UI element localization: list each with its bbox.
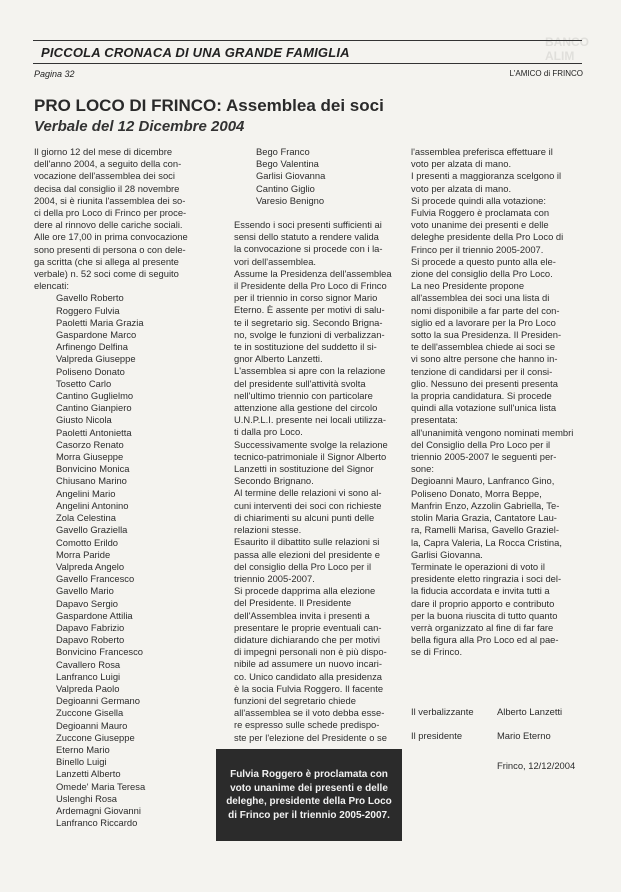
member-name: Morra Paride (56, 548, 111, 560)
text-line: all'assemblea dei soci una lista di (411, 292, 550, 304)
text-line: del consiglio della Pro Loco per il (234, 560, 372, 572)
member-name: Zuccone Gisella (56, 707, 124, 719)
text-line: didature dichiarando che per motivi (234, 633, 380, 645)
text-line: quindi alla votazione sull'unica lista (411, 402, 557, 414)
member-name: Lanfranco Luigi (56, 670, 121, 682)
text-line: I presenti a maggioranza scelgono il (411, 170, 562, 182)
text-line: relazioni stesse. (234, 524, 302, 536)
text-line: Lanzetti in sostituzione del Signor (234, 463, 374, 475)
text-line: gnor Alberto Lanzetti. (234, 353, 323, 365)
text-line: vori dell'assemblea. (234, 255, 317, 267)
text-line: cuni interventi dei soci con richieste (234, 499, 382, 511)
member-name: Dapavo Roberto (56, 634, 125, 646)
member-name: Paoletti Antonietta (56, 426, 132, 438)
text-line: del Consiglio della Pro Loco per il (411, 438, 551, 450)
text-line: Manfrin Enzo, Azzolin Gabriella, Te- (411, 499, 560, 511)
text-line: 2004, si è riunita l'assemblea dei so- (34, 194, 186, 206)
member-name: Garlisi Giovanna (256, 170, 326, 182)
text-line: te in sostituzione del suddetto il si- (234, 341, 377, 353)
text-line: vi sono altre persone che hanno in- (411, 353, 558, 365)
member-name: Roggero Fulvia (56, 304, 120, 316)
text-line: nomi disponibile a far parte del con- (411, 304, 560, 316)
section-header: PICCOLA CRONACA DI UNA GRANDE FAMIGLIA (33, 40, 582, 64)
text-line: Esaurito il dibattito sulle relazioni si (234, 536, 380, 548)
text-line: sono presenti di persona o con dele- (34, 243, 186, 255)
text-line: il Presidente della Pro Loco di Frinco (234, 280, 387, 292)
text-line: dell'Assemblea invita i presenti a (234, 609, 370, 621)
text-line: Fulvia Roggero è proclamata con (411, 207, 550, 219)
text-line: Terminate le operazioni di voto il (411, 560, 545, 572)
member-name: Dapavo Fabrizio (56, 621, 125, 633)
text-line: siglio ed a lavorare per la Pro Loco (411, 316, 556, 328)
text-line: re espresso sulle schede predispo- (234, 719, 380, 731)
text-line: bella figura alla Pro Loco ed al pae- (411, 634, 559, 646)
text-line: no, svolge le funzioni di verbalizzan- (234, 328, 385, 340)
member-name: Giusto Nicola (56, 414, 112, 426)
member-name: Cantino Guglielmo (56, 390, 134, 402)
member-name: Zuccone Giuseppe (56, 731, 135, 743)
text-line: passa alle elezioni del presidente e (234, 548, 380, 560)
member-name: Angelini Antonino (56, 499, 129, 511)
text-line: la fiducia accordata e invita tutti a (411, 585, 550, 597)
text-line: Successivamente svolge la relazione (234, 438, 388, 450)
text-line: L'assemblea si apre con la relazione (234, 365, 386, 377)
member-name: Ardemagni Giovanni (56, 804, 141, 816)
text-line: tecnico-patrimoniale il Signor Alberto (234, 450, 387, 462)
member-name: Bonvicino Francesco (56, 646, 144, 658)
body-text (411, 146, 583, 659)
text-line: di impegni personali non è più dispo- (234, 646, 387, 658)
member-name: Degioanni Germano (56, 695, 140, 707)
text-line: co. Unico candidato alla presidenza (234, 670, 383, 682)
member-name: Valpreda Paolo (56, 682, 120, 694)
pull-quote-box (216, 749, 402, 841)
text-line: stolin Maria Grazia, Cantatore Lau- (411, 512, 557, 524)
member-name: Gaspardone Attilia (56, 609, 133, 621)
text-line: sensi dello statuto a rendere valida (234, 231, 379, 243)
text-line: Eterno. È assente per motivi di salu- (234, 304, 385, 316)
member-name: Dapavo Sergio (56, 597, 119, 609)
member-name: Zola Celestina (56, 512, 116, 524)
member-name: Bonvicino Monica (56, 463, 130, 475)
column-1 (34, 146, 226, 829)
text-line: attenzione alla gestione del circolo (234, 402, 378, 414)
text-line: se di Frinco. (411, 646, 463, 658)
member-name: Gavello Mario (56, 585, 114, 597)
text-line: presidente eletto ringrazia i soci del- (411, 573, 562, 585)
text-line: Assume la Presidenza dell'assemblea (234, 267, 392, 279)
text-line: Si procede dapprima alla elezione (234, 585, 376, 597)
member-list-continued (234, 146, 406, 207)
place-date: Frinco, 12/12/2004 (497, 760, 576, 771)
text-line: la propria candidatura. Si procede (411, 390, 552, 402)
text-line: all'assemblea se il voto debba esse- (234, 707, 385, 719)
member-name: Varesio Benigno (256, 194, 325, 206)
text-line: voto per alzata di mano. (411, 158, 512, 170)
member-name: Valpreda Giuseppe (56, 353, 136, 365)
show-through-text: BANCO ALIM (545, 35, 589, 63)
text-line: dell'anno 2004, a seguito della con- (34, 158, 182, 170)
member-list (34, 292, 226, 829)
body-text (234, 219, 406, 744)
member-name: Cantino Gianpiero (56, 402, 132, 414)
text-line: deleghe presidente della Pro Loco di (411, 231, 564, 243)
text-line: dare il proprio apporto e contributo (411, 597, 555, 609)
text-line: tenzione di candidarsi per il consi- (411, 365, 553, 377)
member-name: Gaspardone Marco (56, 329, 137, 341)
member-name: Degioanni Mauro (56, 719, 128, 731)
article-subtitle: Verbale del 12 Dicembre 2004 (34, 118, 245, 135)
text-line: voto unanime dei presenti e delle (411, 219, 549, 231)
text-line: zione del consiglio della Pro Loco. (411, 268, 553, 280)
text-line: nibile ad assumere un nuovo incari- (234, 658, 382, 670)
text-line: per il triennio in corso signor Mario (234, 292, 378, 304)
text-line: glio. Nessuno dei presenti presenta (411, 377, 558, 389)
text-line: Al termine delle relazioni vi sono al- (234, 487, 382, 499)
column-3 (411, 146, 583, 659)
text-line: l'assemblea preferisca effettuare il (411, 146, 553, 157)
member-name: Morra Giuseppe (56, 451, 124, 463)
member-name: Comotto Erildo (56, 536, 119, 548)
text-line: Frinco per il triennio 2005-2007. (411, 243, 544, 255)
member-name: Gavello Francesco (56, 573, 135, 585)
text-line: ra, Ramelli Marisa, Gavello Graziel- (411, 524, 559, 536)
magazine-name: L'AMICO di FRINCO (509, 69, 583, 78)
text-line: Essendo i soci presenti sufficienti ai (234, 219, 382, 231)
text-line: La neo Presidente propone (411, 280, 525, 292)
member-name: Omede' Maria Teresa (56, 780, 146, 792)
text-line: Si procede a questo punto alla ele- (411, 255, 556, 267)
text-line: Degioanni Mauro, Lanfranco Gino, (411, 475, 555, 487)
pull-quote-text: Fulvia Roggero è proclamata con voto unanime dei presenti e delle deleghe, presidente della Pro Loco di Frinco per il triennio 2005-2007. (226, 769, 392, 821)
text-line: verrà organizzato al fine di far fare (411, 621, 554, 633)
text-line: Si procede quindi alla votazione: (411, 194, 546, 206)
text-line: la, Capra Valeria, La Rocca Cristina, (411, 536, 562, 548)
text-line: vocazione dell'assemblea dei soci (34, 170, 175, 182)
text-line: elencati: (34, 280, 69, 292)
text-line: decisa dal consiglio il 28 novembre (34, 182, 180, 194)
text-line: ti dalla pro Loco. (234, 426, 303, 438)
text-line: te dell'assemblea chiede ai soci se (411, 341, 556, 353)
text-line: nell'ultimo triennio con particolare (234, 389, 373, 401)
member-name: Cavallero Rosa (56, 658, 121, 670)
verbalizzante-name: Alberto Lanzetti (497, 706, 563, 717)
member-name: Valpreda Angelo (56, 560, 125, 572)
text-line: voto per alzata di mano. (411, 182, 512, 194)
text-line: presentare le proprie eventuali can- (234, 621, 382, 633)
text-line: ste per l'elezione del Presidente o se (234, 731, 387, 743)
text-line: triennio 2005-2007 le seguenti per- (411, 451, 557, 463)
column-2 (234, 146, 406, 744)
article-title: PRO LOCO DI FRINCO: Assemblea dei soci (34, 96, 384, 115)
member-name: Tosetto Carlo (56, 377, 112, 389)
text-line: del Presidente. Il Presidente (234, 597, 352, 609)
member-name: Poliseno Donato (56, 365, 125, 377)
member-name: Angelini Mario (56, 487, 116, 499)
text-line: sotto la sua Presidenza. Il Presiden- (411, 329, 562, 341)
text-line: triennio 2005-2007. (234, 572, 315, 584)
member-name: Gavello Roberto (56, 292, 124, 304)
page-number: Pagina 32 (34, 69, 75, 79)
member-name: Binello Luigi (56, 756, 107, 768)
text-line: all'unanimità vengono nominati membri (411, 426, 574, 438)
text-line: per la buona riuscita di tutto quanto (411, 609, 558, 621)
text-line: è la socia Fulvia Roggero. Il facente (234, 682, 384, 694)
member-name: Arfinengo Delfina (56, 341, 128, 353)
text-line: sone: (411, 463, 434, 475)
text-line: funzioni del segretario chiede (234, 694, 356, 706)
text-line: Alle ore 17,00 in prima convocazione (34, 231, 188, 243)
member-name: Lanzetti Alberto (56, 768, 121, 780)
presidente-name: Mario Eterno (497, 730, 551, 741)
verbalizzante-label: Il verbalizzante (411, 706, 474, 717)
text-line: te il segretario sig. Secondo Brigna- (234, 316, 383, 328)
member-name: Eterno Mario (56, 743, 110, 755)
text-line: del presidente sull'attività svolta (234, 377, 366, 389)
member-name: Paoletti Maria Grazia (56, 316, 144, 328)
text-line: presentata: (411, 414, 458, 426)
text-line: di chiarimenti su alcuni punti delle (234, 511, 375, 523)
text-line: ga scritta (che si allega al presente (34, 255, 179, 267)
member-name: Bego Franco (256, 146, 310, 157)
member-name: Cantino Giglio (256, 182, 315, 194)
intro-paragraph (34, 146, 226, 292)
member-name: Lanfranco Riccardo (56, 817, 138, 829)
text-line: Il giorno 12 del mese di dicembre (34, 146, 173, 157)
member-name: Casorzo Renato (56, 438, 124, 450)
member-name: Uslenghi Rosa (56, 792, 117, 804)
presidente-label: Il presidente (411, 730, 463, 741)
text-line: verbale) n. 52 soci come di seguito (34, 268, 179, 280)
member-name: Chiusano Marino (56, 475, 127, 487)
text-line: Poliseno Donato, Morra Beppe, (411, 487, 542, 499)
text-line: ci della pro Loco di Frinco per proce- (34, 207, 187, 219)
text-line: Garlisi Giovanna. (411, 548, 483, 560)
member-name: Bego Valentina (256, 158, 319, 170)
text-line: Secondo Brignano. (234, 475, 314, 487)
text-line: la convocazione si procede con i la- (234, 243, 383, 255)
text-line: U.N.P.L.I. presente nei locali utilizza- (234, 414, 386, 426)
member-name: Gavello Graziella (56, 524, 128, 536)
text-line: dere al rinnovo delle cariche sociali. (34, 219, 183, 231)
